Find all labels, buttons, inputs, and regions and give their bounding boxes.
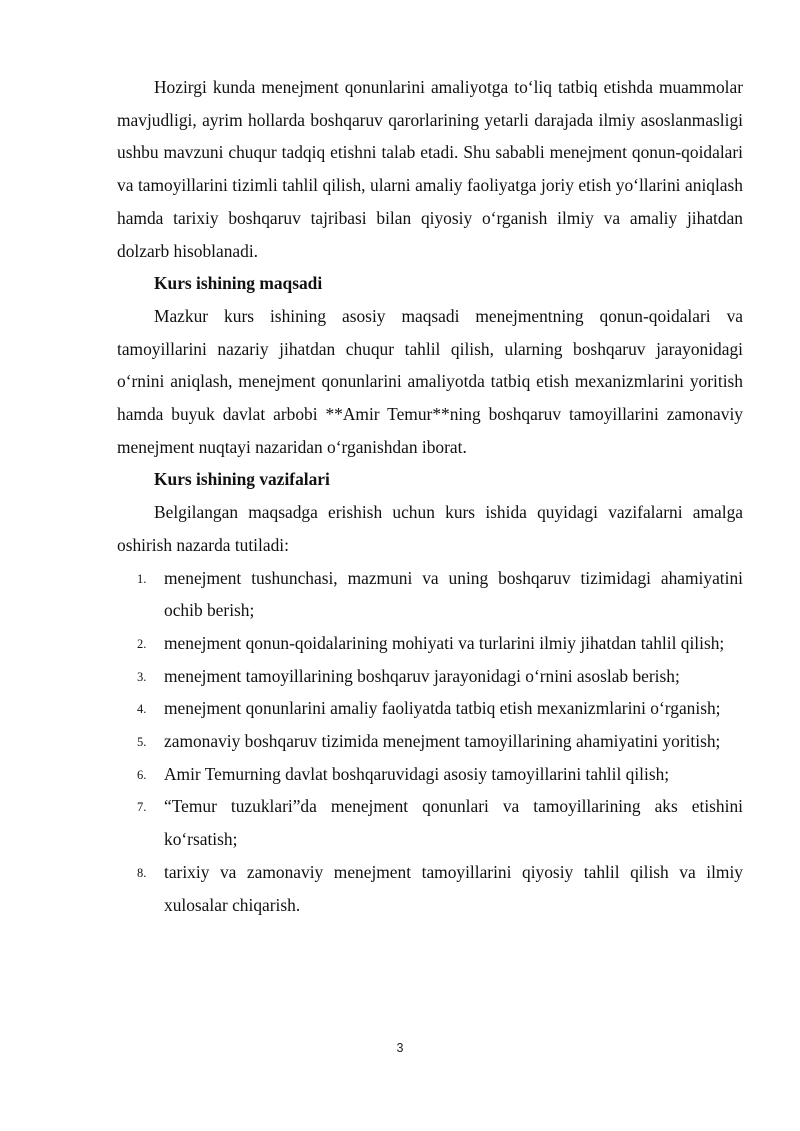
- list-item-text: “Temur tuzuklari”da menejment qonunlari va tamoyillarining aks etishini ko‘rsatish;: [164, 796, 743, 850]
- list-item-number: 5.: [137, 735, 147, 750]
- list-item: [117, 627, 743, 660]
- list-item-number: 7.: [137, 800, 147, 815]
- list-item-text: menejment qonunlarini amaliy faoliyatda tatbiq etish mexanizmlarini o‘rganish;: [164, 698, 721, 719]
- list-item: [117, 660, 743, 693]
- list-item-text: zamonaviy boshqaruv tizimida menejment tamoyillarining ahamiyatini yoritish;: [164, 731, 721, 752]
- list-item: [117, 725, 743, 758]
- goal-heading: Kurs ishining maqsadi: [154, 273, 323, 294]
- tasks-paragraph: Belgilangan maqsadga erishish uchun kurs ishida quyidagi vazifalarni amalga oshirish nazarda tutiladi:: [117, 502, 743, 555]
- list-item: [117, 758, 743, 791]
- tasks-heading: Kurs ishining vazifalari: [154, 469, 330, 490]
- list-item-number: 1.: [137, 571, 147, 586]
- list-item: [117, 562, 743, 627]
- list-item-number: 6.: [137, 767, 147, 782]
- list-item-text: menejment tamoyillarining boshqaruv jarayonidagi o‘rnini asoslab berish;: [164, 665, 680, 686]
- page-number: 3: [396, 1041, 404, 1055]
- list-item: [117, 790, 743, 855]
- page-content: [117, 71, 743, 921]
- list-item: [117, 692, 743, 725]
- goal-paragraph: Mazkur kurs ishining asosiy maqsadi menejmentning qonun-qoidalari va tamoyillarini nazariy jihatdan chuqur tahlil qilish, ularning boshqaruv jarayonidagi o‘rnini aniqlash, menejment qonunlarini amaliyotda tatbiq etish mexanizmlarini yoritish hamda buyuk davlat arbobi **Amir Temur**ning boshqaruv tamoyillarini zamonaviy menejment nuqtayi nazaridan o‘rganishdan iborat.: [117, 305, 743, 457]
- list-item-number: 3.: [137, 669, 147, 684]
- list-item-number: 2.: [137, 636, 147, 651]
- list-item-text: Amir Temurning davlat boshqaruvidagi asosiy tamoyillarini tahlil qilish;: [164, 763, 670, 784]
- list-item-text: menejment qonun-qoidalarining mohiyati va turlarini ilmiy jihatdan tahlil qilish;: [164, 632, 725, 653]
- tasks-list: [117, 562, 743, 922]
- list-item: [117, 856, 743, 921]
- list-item-number: 4.: [137, 702, 147, 717]
- list-item-text: menejment tushunchasi, mazmuni va uning boshqaruv tizimidagi ahamiyatini ochib berish;: [164, 567, 743, 621]
- intro-paragraph: Hozirgi kunda menejment qonunlarini amaliyotga to‘liq tatbiq etishda muammolar mavjudligi, ayrim hollarda boshqaruv qarorlarining yetarli darajada ilmiy asoslanmasligi ushbu mavzuni chuqur tadqiq etishni talab etadi. Shu sababli menejment qonun-qoidalari va tamoyillarini tizimli tahlil qilish, ularni amaliy faoliyatga joriy etish yo‘llarini aniqlash hamda tarixiy boshqaruv tajribasi bilan qiyosiy o‘rganish ilmiy va amaliy jihatdan dolzarb hisoblanadi.: [117, 77, 743, 261]
- list-item-text: tarixiy va zamonaviy menejment tamoyillarini qiyosiy tahlil qilish va ilmiy xulosalar chiqarish.: [164, 861, 743, 915]
- list-item-number: 8.: [137, 865, 147, 880]
